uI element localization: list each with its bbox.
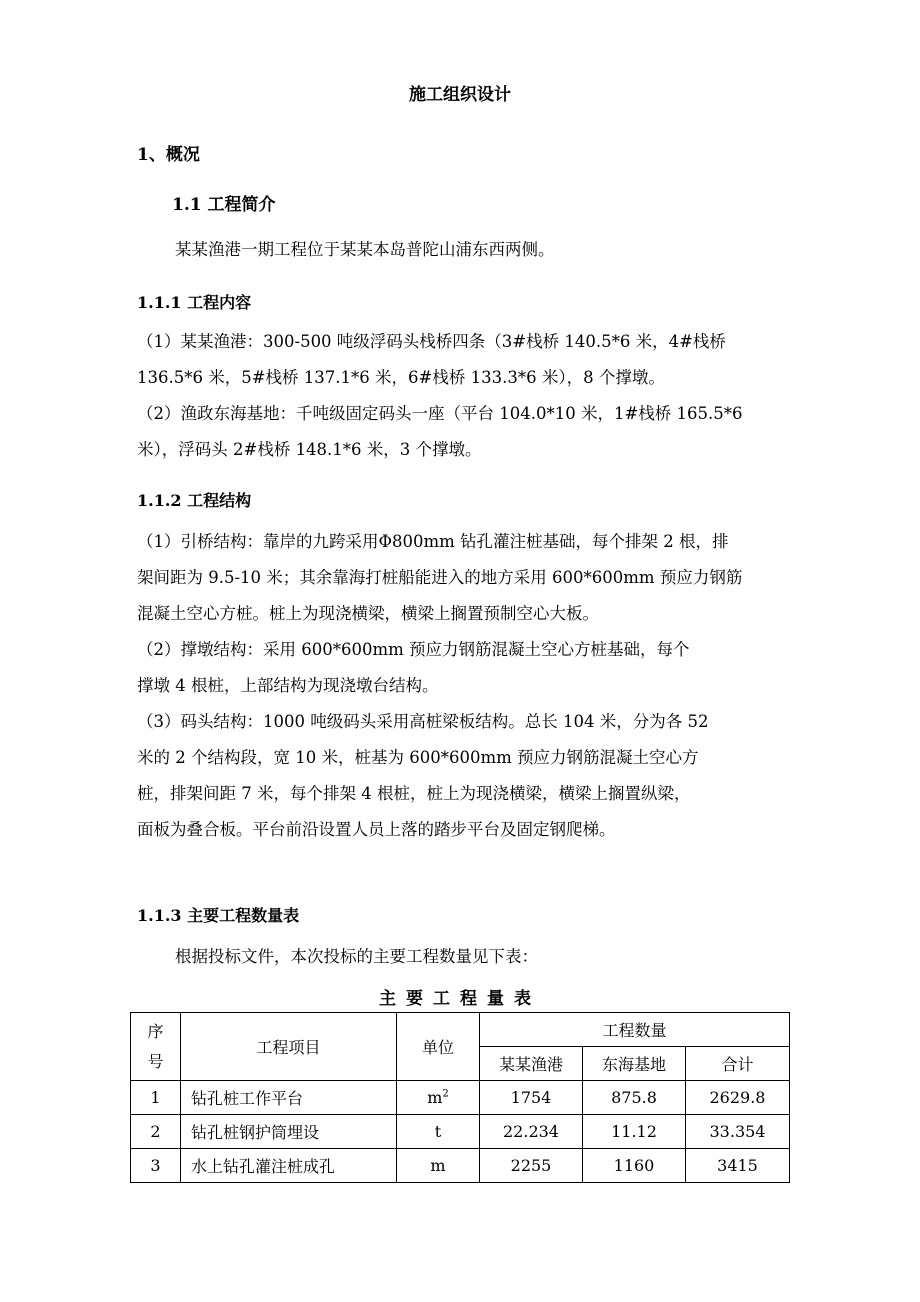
structure-line: 面板为叠合板。平台前沿设置人员上落的踏步平台及固定钢爬梯。 (137, 820, 616, 839)
cell-item: 钻孔桩工作平台 (181, 1081, 397, 1115)
header-quantity: 工程数量 (480, 1013, 790, 1047)
table-title: 主要工程量表 (379, 989, 541, 1009)
document-title: 施工组织设计 (409, 85, 511, 105)
cell-b: 1160 (583, 1149, 686, 1183)
header-col-b: 东海基地 (583, 1047, 686, 1081)
cell-b: 875.8 (583, 1081, 686, 1115)
structure-line: 米的 2 个结构段，宽 10 米，桩基为 600*600mm 预应力钢筋混凝土空心方 (137, 748, 699, 767)
structure-line: （3）码头结构：1000 吨级码头采用高桩梁板结构。总长 104 米，分为各 52 (137, 712, 709, 731)
intro-paragraph: 某某渔港一期工程位于某某本岛普陀山浦东西两侧。 (175, 240, 555, 259)
header-unit: 单位 (397, 1013, 480, 1081)
structure-line: 撑墩 4 根桩，上部结构为现浇墩台结构。 (137, 676, 439, 695)
header-seq-top: 序 (147, 1021, 164, 1041)
table-header-row (131, 1013, 790, 1047)
cell-unit: t (397, 1115, 480, 1149)
table-row (131, 1149, 790, 1183)
cell-unit: m (397, 1149, 480, 1183)
header-seq-bottom: 号 (147, 1051, 164, 1071)
cell-b: 11.12 (583, 1115, 686, 1149)
cell-a: 2255 (480, 1149, 583, 1183)
table-row (131, 1115, 790, 1149)
cell-unit-sup: 2 (442, 1088, 449, 1100)
cell-seq: 1 (131, 1081, 181, 1115)
cell-item: 钻孔桩钢护筒埋设 (181, 1115, 397, 1149)
cell-a: 1754 (480, 1081, 583, 1115)
header-col-total: 合计 (686, 1047, 790, 1081)
content-line: （1）某某渔港：300-500 吨级浮码头栈桥四条（3#栈桥 140.5*6 米，4#栈桥 (137, 332, 726, 351)
cell-unit (397, 1081, 480, 1115)
structure-line: 混凝土空心方桩。桩上为现浇横梁，横梁上搁置预制空心大板。 (137, 604, 599, 623)
cell-unit-text: m (427, 1088, 443, 1107)
structure-line: （2）撑墩结构：采用 600*600mm 预应力钢筋混凝土空心方桩基础，每个 (137, 640, 690, 659)
content-line: 米），浮码头 2#栈桥 148.1*6 米，3 个撑墩。 (137, 440, 482, 459)
header-col-a: 某某渔港 (480, 1047, 583, 1081)
quantity-table (130, 1012, 790, 1183)
section-heading-project-intro: 1.1 工程简介 (172, 195, 276, 215)
section-heading-quantity-table: 1.1.3 主要工程数量表 (137, 906, 300, 925)
header-item: 工程项目 (181, 1013, 397, 1081)
content-line: （2）渔政东海基地：千吨级固定码头一座（平台 104.0*10 米，1#栈桥 165.5*6 (137, 404, 743, 423)
structure-line: 桩，排架间距 7 米，每个排架 4 根桩，桩上为现浇横梁，横梁上搁置纵梁， (137, 784, 691, 803)
section-heading-project-content: 1.1.1 工程内容 (137, 293, 252, 312)
cell-seq: 3 (131, 1149, 181, 1183)
section-heading-project-structure: 1.1.2 工程结构 (137, 491, 252, 510)
cell-total: 3415 (686, 1149, 790, 1183)
table-row (131, 1081, 790, 1115)
cell-item: 水上钻孔灌注桩成孔 (181, 1149, 397, 1183)
table-intro-paragraph: 根据投标文件，本次投标的主要工程数量见下表： (175, 947, 538, 966)
cell-a: 22.234 (480, 1115, 583, 1149)
structure-line: （1）引桥结构：靠岸的九跨采用Φ800mm 钻孔灌注桩基础，每个排架 2 根，排 (137, 532, 729, 551)
cell-total: 33.354 (686, 1115, 790, 1149)
structure-line: 架间距为 9.5-10 米；其余靠海打桩船能进入的地方采用 600*600mm 预应力钢筋 (137, 568, 743, 587)
section-heading-overview: 1、概况 (137, 145, 200, 165)
content-line: 136.5*6 米，5#栈桥 137.1*6 米，6#栈桥 133.3*6 米），8 个撑墩。 (137, 368, 665, 387)
cell-total: 2629.8 (686, 1081, 790, 1115)
cell-seq: 2 (131, 1115, 181, 1149)
header-seq (131, 1013, 181, 1081)
